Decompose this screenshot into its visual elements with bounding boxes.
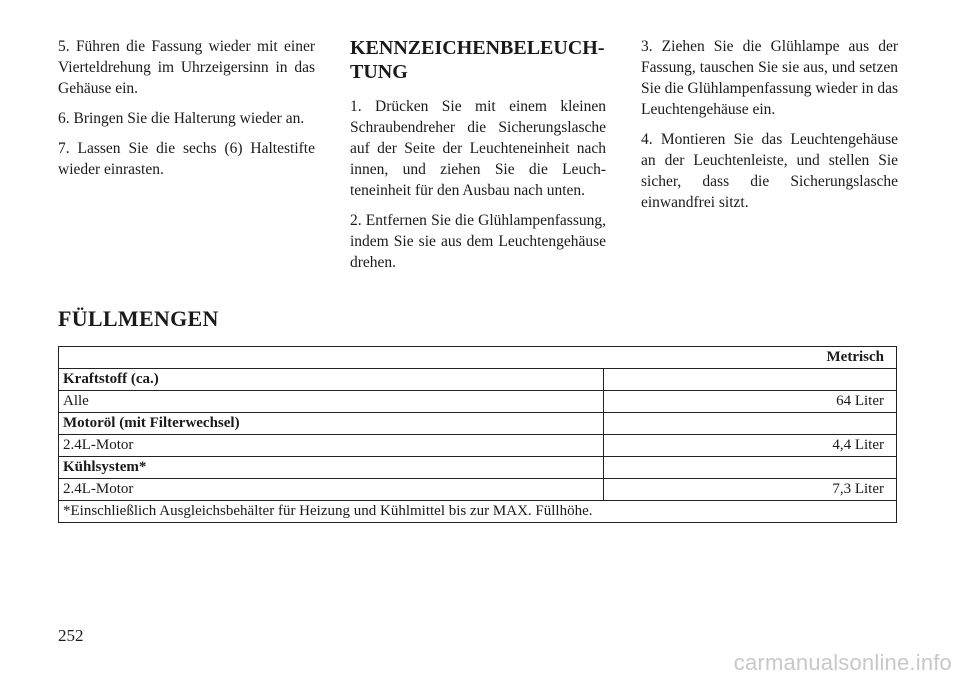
column-1 (58, 36, 315, 189)
section-title: FÜLLMENGEN (58, 306, 219, 331)
row-label: 2.4L-Motor (59, 435, 604, 457)
step-6-paragraph: 6. Bringen Sie die Halterung wieder an. (58, 110, 305, 127)
step-3-paragraph: 3. Ziehen Sie die Glühlampe aus der Fassung, tauschen Sie sie aus, und setzen Sie die Glühlampenfassung wieder in das Leuchtengehäuse ein. (641, 38, 898, 118)
row-value (604, 413, 897, 435)
page-number: 252 (58, 626, 84, 645)
step-7-paragraph: 7. Lassen Sie die sechs (6) Haltestifte wieder einrasten. (58, 140, 315, 178)
step-4-paragraph: 4. Montieren Sie das Leuchtengehäuse an der Leuchtenleiste, und stellen Sie sicher, dass die Sicherungslasche einwandfrei sitzt. (641, 131, 898, 211)
row-value: 4,4 Liter (604, 435, 897, 457)
footnote-row (59, 501, 897, 523)
row-value (604, 457, 897, 479)
row-value: 7,3 Liter (604, 479, 897, 501)
row-label: Alle (59, 391, 604, 413)
row-label: Kraftstoff (ca.) (59, 369, 604, 391)
table-row (59, 369, 897, 391)
watermark: carmanualsonline.info (733, 650, 952, 675)
column-3 (641, 36, 898, 222)
metric-header: Metrisch (59, 347, 897, 369)
table-row (59, 391, 897, 413)
license-light-heading: KENNZEICHENBELEUCHTUNG (350, 37, 605, 83)
column-2 (350, 36, 606, 282)
step-5-paragraph: 5. Führen die Fassung wieder mit einer Vierteldrehung im Uhrzeigersinn in das Gehäuse ein. (58, 38, 315, 97)
step-1-paragraph: 1. Drücken Sie mit einem kleinen Schraubendreher die Sicherungslasche auf der Seite der Leuchteneinheit nach innen, und ziehen Sie die Leuchteneinheit für den Ausbau nach unten. (350, 98, 606, 199)
row-value: 64 Liter (604, 391, 897, 413)
table-row (59, 457, 897, 479)
row-label: Motoröl (mit Filterwechsel) (59, 413, 604, 435)
capacities-table (58, 346, 897, 523)
table-header-row (59, 347, 897, 369)
row-label: Kühlsystem* (59, 457, 604, 479)
row-value (604, 369, 897, 391)
table-row (59, 435, 897, 457)
step-2-paragraph: 2. Entfernen Sie die Glühlampenfassung, indem Sie sie aus dem Leuchtengehäuse drehen. (350, 212, 606, 271)
row-label: 2.4L-Motor (59, 479, 604, 501)
table-row (59, 479, 897, 501)
table-row (59, 413, 897, 435)
table-footnote: *Einschließlich Ausgleichsbehälter für Heizung und Kühlmittel bis zur MAX. Füllhöhe. (59, 501, 897, 523)
